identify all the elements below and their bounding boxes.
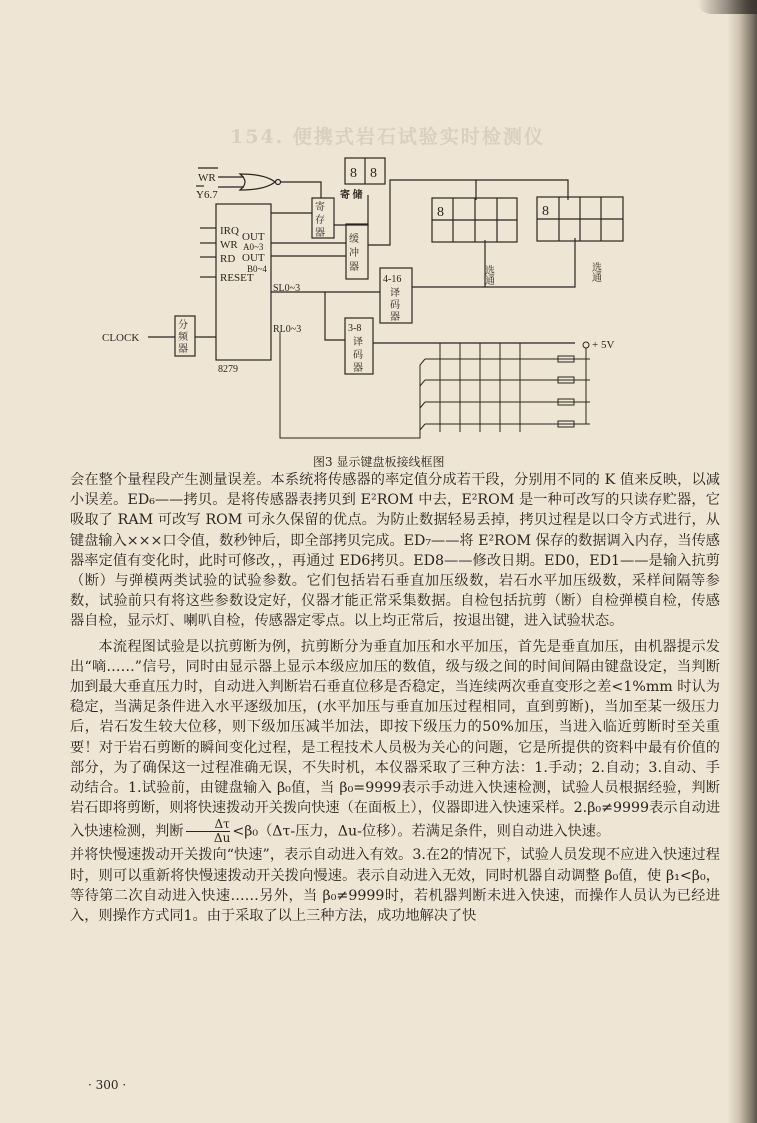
svg-text:8: 8	[350, 166, 357, 181]
svg-text:RESET: RESET	[220, 272, 254, 284]
svg-text:寄: 寄	[315, 202, 325, 213]
page-number: · 300 ·	[88, 1078, 127, 1092]
body-text	[70, 470, 720, 926]
svg-text:选通: 选通	[482, 265, 494, 285]
vcc-label: + 5V	[592, 339, 615, 351]
svg-text:4-16: 4-16	[383, 274, 402, 285]
svg-text:器: 器	[315, 228, 325, 239]
svg-text:码: 码	[353, 350, 363, 361]
svg-text:IRQ: IRQ	[220, 225, 239, 237]
svg-text:OUT: OUT	[242, 231, 265, 243]
fraction-delta-tau-over-delta-u: $\frac{\Delta\tau}{\Delta u}$	[186, 818, 231, 845]
page-corner-shadow	[697, 0, 757, 14]
svg-text:8: 8	[542, 204, 549, 219]
svg-text:分: 分	[178, 320, 188, 331]
svg-text:A0~3: A0~3	[243, 242, 264, 252]
y67-label: Y6.7	[196, 189, 218, 201]
svg-text:译: 译	[353, 337, 363, 348]
svg-text:器: 器	[349, 262, 359, 273]
svg-text:冲: 冲	[349, 248, 359, 259]
clock-label: CLOCK	[102, 332, 140, 344]
paragraph-3: 并将快慢速拨动开关拨向“快速”，表示自动进入有效。3.在2的情况下，试验人员发现不应进入快速过程时，则可以重新将快慢速拨动开关拨向慢速。表示自动进入无效，同时机器自动调整 β₀值，使 β₁<β₀，等待第二次自动进入快速……另外，当 β₀≠9999时，若机器判断未进入快速，而操作人员认为已经进入，则操作方式同1。由于采取了以上三种方法，成功地解决了快	[70, 847, 720, 925]
svg-text:OUT: OUT	[242, 252, 265, 264]
keypad-matrix	[280, 332, 590, 438]
svg-text:缓: 缓	[349, 234, 359, 245]
figure-3-diagram	[90, 150, 670, 450]
svg-text:WR: WR	[220, 239, 238, 251]
page-binding-shadow	[727, 0, 757, 1123]
bleed-through-title: 154. 便携式岩石试验实时检测仪	[230, 126, 545, 148]
svg-text:8: 8	[437, 205, 444, 220]
paragraph-2: 本流程图试验是以抗剪断为例，抗剪断分为垂直加压和水平加压，首先是垂直加压，由机器提示发出“嘀……”信号，同时由显示器上显示本级应加压的数值，级与级之间的时间间隔由键盘设定，当判断加到最大垂直压力时，自动进入判断岩石垂直位移是否稳定，当连续两次垂直变形之差<1%mm 时认为稳定，当满足条件进入水平逐级加压，(水平加压与垂直加压过程相同，直到剪断)，当加至某一级压力后，岩石发生较大位移，则下级加压减半加法，即按下级压力的50%加压，当进入临近剪断时至关重要！对于岩石剪断的瞬间变化过程，是工程技术人员极为关心的问题，它是所提供的资料中最有价值的部分，为了确保这一过程准确无误，不失时机，本仪器采取了三种方法：1.手动；2.自动；3.自动、手动结合。1.试验前，由键盘输入 β₀值，当 β₀=9999表示手动进入快速检测，试验人员根据经验，判断岩石即将剪断，则将快速拨动开关拨向快速（在面板上），仪器即进入快速采样。2.β₀≠9999表示自动进入快速检测，判断 $\frac{\Delta\tau}{\Delta u}$ <β₀（Δτ-压力，Δu-位移）。若满足条件，则自动进入快速。	[70, 638, 721, 846]
svg-text:8: 8	[370, 166, 377, 181]
svg-text:选通: 选通	[589, 262, 601, 282]
nor-gate-icon	[240, 174, 275, 190]
svg-text:器: 器	[178, 344, 188, 355]
svg-text:码: 码	[390, 300, 400, 311]
svg-text:器: 器	[353, 363, 363, 374]
svg-text:SL0~3: SL0~3	[273, 283, 301, 294]
svg-text:器: 器	[390, 312, 400, 323]
svg-text:译: 译	[390, 288, 400, 299]
svg-text:寄 储: 寄 储	[340, 190, 363, 201]
svg-text:B0~4: B0~4	[247, 264, 267, 274]
svg-text:RL0~3: RL0~3	[273, 324, 302, 335]
paragraph-1: 会在整个量程段产生测量误差。本系统将传感器的率定值分成若干段，分别用不同的 K 值来反映，以减小误差。ED₆——拷贝。是将传感器表拷贝到 E²ROM 中去，E²ROM 是一种可改写的只读存贮器，它吸取了 RAM 可改写 ROM 可永久保留的优点。为防止数据轻易丢掉，拷贝过程是以口令方式进行，从键盘输入×××口令值，数秒钟后，即全部拷贝完成。ED₇——将 E²ROM 保存的数据调入内存，当传感器率定值有变化时，此时可修改，，再通过 ED6拷贝。ED8——修改日期。ED0，ED1——是输入抗剪（断）与弹模两类试验的试验参数。它们包括岩石垂直加压级数，岩石水平加压级数，采样间隔等参数，试验前只有将这些参数设定好，仪器才能正常采集数据。自检包括抗剪（断）自检弹模自检，传感器自检，显示灯、喇叭自检，传感器定零点。以上均正常后，按退出键，进入试验状态。	[70, 472, 720, 630]
svg-text:存: 存	[315, 215, 325, 226]
svg-text:8279: 8279	[218, 364, 238, 375]
wr-label: WR	[198, 172, 216, 184]
svg-text:RD: RD	[220, 253, 236, 265]
svg-text:频: 频	[178, 332, 188, 343]
figure-caption: 图3 显示键盘板接线框图	[313, 455, 445, 469]
svg-text:3-8: 3-8	[348, 323, 362, 334]
